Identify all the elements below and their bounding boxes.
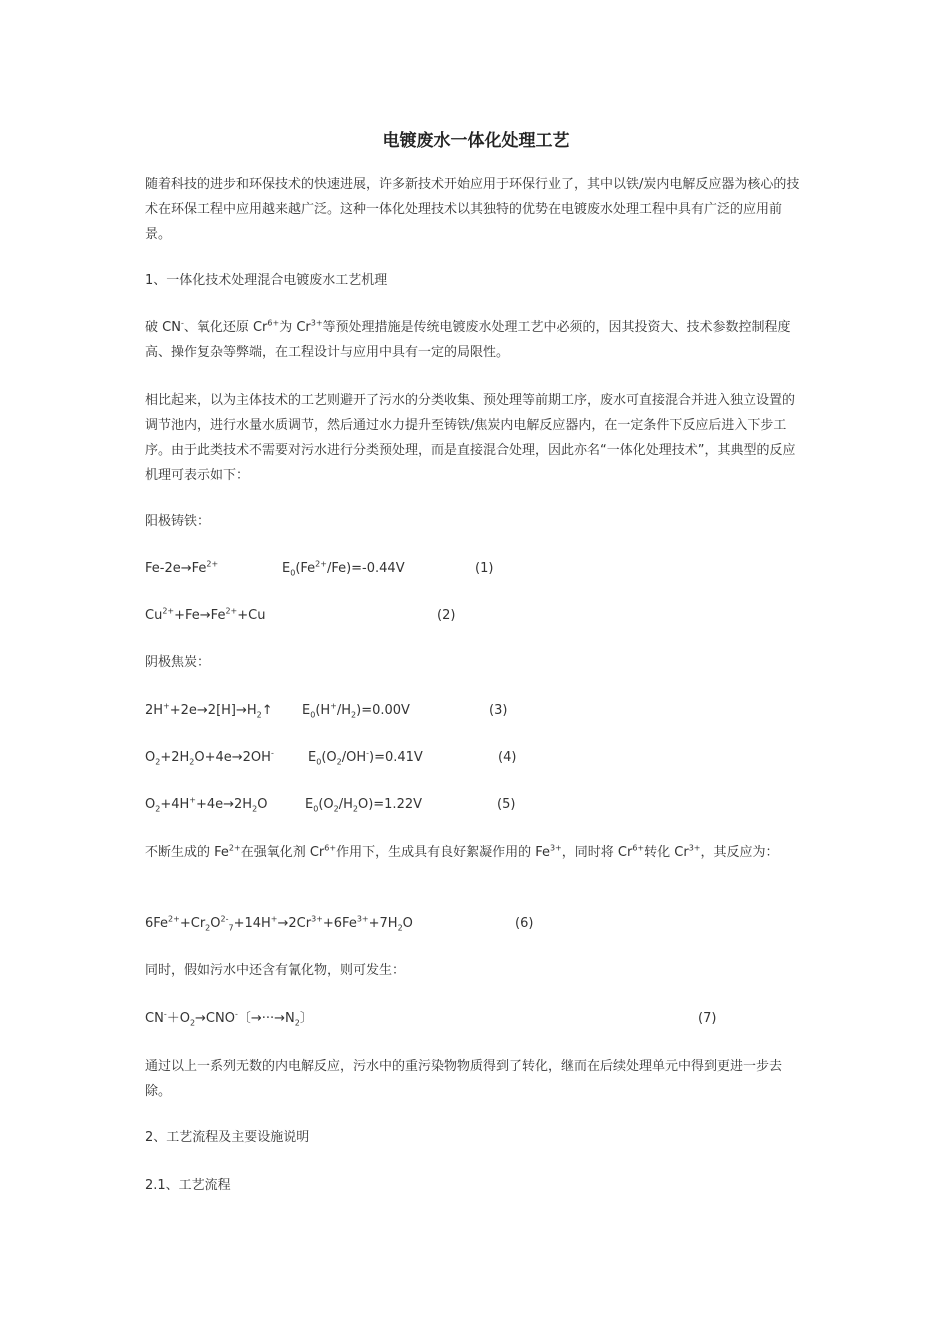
document-title: 电镀废水一体化处理工艺 xyxy=(382,131,570,151)
pretreatment-paragraph: 破 CN-、氧化还原 $Cr^{6+}$为 $Cr^{3+}$等预处理措施是传统电镀废水处理工艺中必须的，因其投资大、技术参数控制程度高、操作复杂等弊端，在工程设计与应用中具有一定的局限性。 xyxy=(145,318,791,360)
section-1-heading: 1、一体化技术处理混合电镀废水工艺机理 xyxy=(145,273,388,288)
section-2-1-heading: 2.1、工艺流程 xyxy=(145,1178,231,1193)
conclusion-paragraph: 通过以上一系列无数的内电解反应，污水中的重污染物物质得到了转化，继而在后续处理单元中得到更进一步去除。 xyxy=(145,1059,783,1099)
intro-paragraph: 随着科技的进步和环保技术的快速进展，许多新技术开始应用于环保行业了，其中以铁/炭内电解反应器为核心的技术在环保工程中应用越来越广泛。这种一体化处理技术以其独特的优势在电镀废水处理工程中具有广泛的应用前景。 xyxy=(145,177,800,242)
cyanide-paragraph: 同时，假如污水中还含有氰化物，则可发生： xyxy=(145,963,406,978)
iron-reaction-paragraph: 不断生成的 $Fe^{2+}$在强氧化剂 $Cr^{6+}$作用下，生成具有良好絮凝作用的 $Fe^{3+}$，同时将 $Cr^{6+}$转化 $Cr^{3+}$，其反应为： xyxy=(145,843,779,860)
section-2-heading: 2、工艺流程及主要设施说明 xyxy=(145,1130,310,1145)
anode-label: 阳极铸铁： xyxy=(145,514,211,529)
comparison-paragraph: 相比起来，以为主体技术的工艺则避开了污水的分类收集、预处理等前期工序，废水可直接混合并进入独立设置的调节池内，进行水量水质调节，然后通过水力提升至铸铁/焦炭内电解反应器内，在一定条件下反应后进入下步工序。由于此类技术不需要对污水进行分类预处理，而是直接混合处理，因此亦名“一体化处理技术”，其典型的反应机理可表示如下： xyxy=(145,393,796,483)
cathode-label: 阴极焦炭： xyxy=(145,655,211,670)
